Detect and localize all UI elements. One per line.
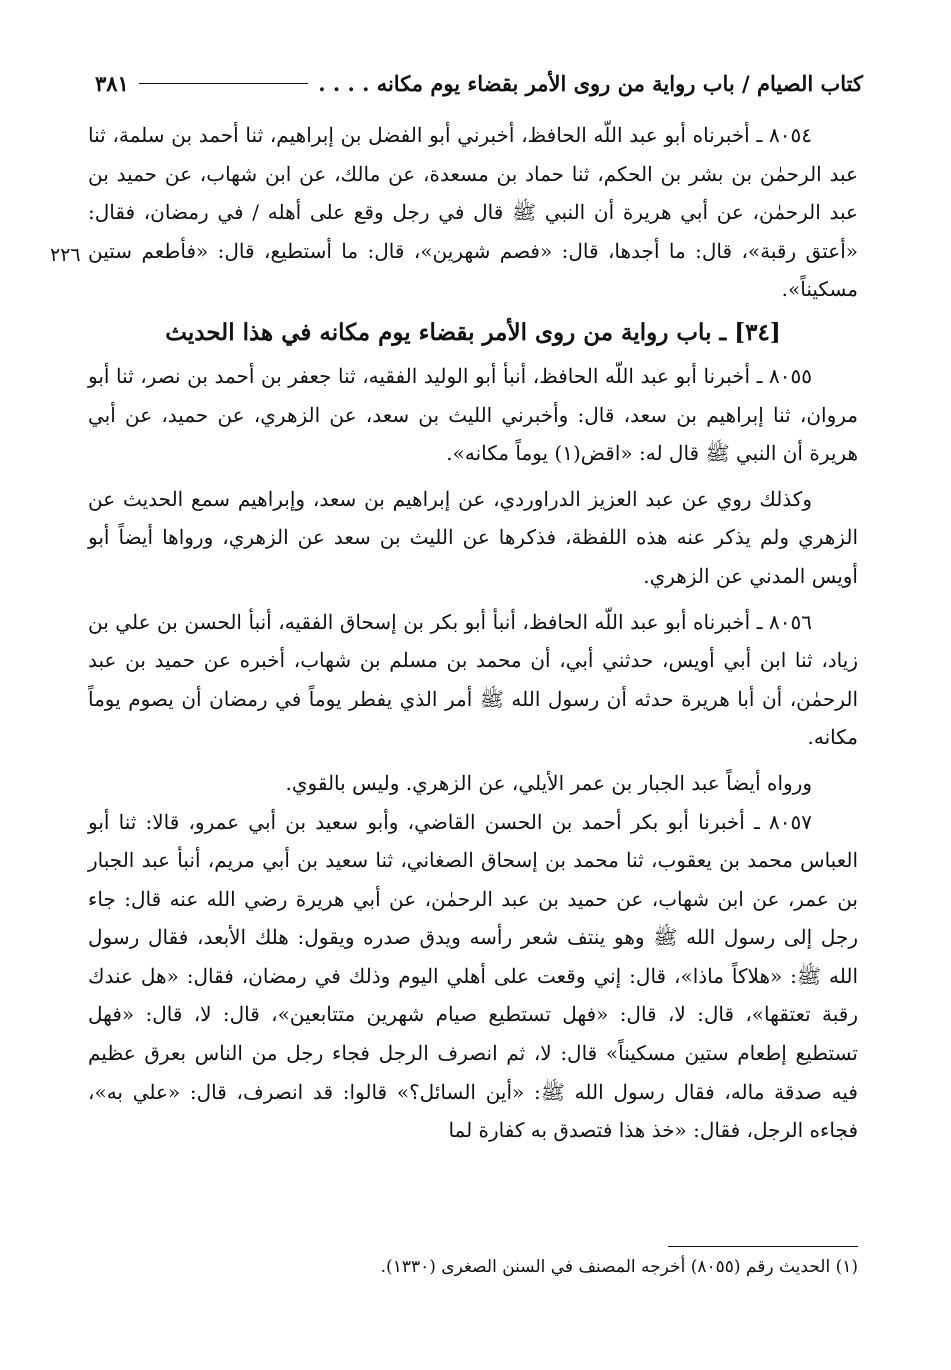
commentary-rawahu: ورواه أيضاً عبد الجبار بن عمر الأيلي، عن الزهري. وليس بالقوي. (285, 770, 812, 795)
page-header (95, 66, 863, 100)
header-rule (139, 83, 308, 84)
running-title: كتاب الصيام / باب رواية من روى الأمر بقضاء يوم مكانه . . . . (318, 70, 863, 96)
commentary-kadhalik: وكذلك روي عن عبد العزيز الدراوردي، عن إبراهيم بن سعد، وإبراهيم سمع الحديث عن الزهري ولم يذكر عنه هذه اللفظة، فذكرها عن الليث بن سعد عن الزهري، ورواها أيضاً أبو أويس المدني عن الزهري. (88, 486, 858, 588)
paragraph-gap (88, 596, 858, 603)
footnote: (١) الحديث رقم (٨٠٥٥) أخرجه المصنف في السنن الصغرى (١٣٣٠). (380, 1257, 858, 1277)
hadith-8057: ٨٠٥٧ ـ أخبرنا أبو بكر أحمد بن الحسن القاضي، وأبو سعيد بن أبي عمرو، قالا: ثنا أبو العباس محمد بن يعقوب، ثنا محمد بن إسحاق الصغاني، ثنا سعيد بن أبي مريم، أنبأ عبد الجبار بن عمر، عن ابن شهاب، عن حميد بن عبد الرحمٰن، عن أبي هريرة رضي الله عنه قال: جاء رجل إلى رسول الله ﷺ وهو ينتف شعر رأسه ويدق صدره ويقول: هلك الأبعد، فقال رسول الله ﷺ: «هلاكاً ماذا»، قال: إني وقعت على أهلي اليوم وذلك في رمضان، فقال: «هل عندك رقبة تعتقها»، قال: لا، قال: «فهل تستطيع صيام شهرين متتابعين»، قال: لا، قال: «فهل تستطيع إطعام ستين مسكيناً» قال: لا، ثم انصرف الرجل فجاء رجل من الناس بعرق عظيم فيه صدقة ماله، فقال رسول الله ﷺ: «أين السائل؟» قالوا: قد انصرف، قال: «علي به»، فجاءه الرجل، فقال: «خذ هذا فتصدق به كفارة لما (88, 809, 858, 1143)
margin-page-reference: ٢٢٦ (50, 244, 81, 266)
paragraph-gap (88, 473, 858, 480)
page-number: ٣٨١ (95, 70, 129, 96)
hadith-8056: ٨٠٥٦ ـ أخبرناه أبو عبد اللّه الحافظ، أنبأ أبو بكر بن إسحاق الفقيه، أنبأ الحسن بن علي بن زياد، ثنا ابن أبي أويس، حدثني أبي، أن محمد بن مسلم بن شهاب، أخبره عن حميد بن عبد الرحمٰن، أن أبا هريرة حدثه أن رسول الله ﷺ أمر الذي يفطر يوماً في رمضان أن يصوم يوماً مكانه. (88, 609, 858, 750)
hadith-8054: ٨٠٥٤ ـ أخبرناه أبو عبد اللّه الحافظ، أخبرني أبو الفضل بن إبراهيم، ثنا أحمد بن سلمة، ثنا عبد الرحمٰن بن بشر بن الحكم، ثنا حماد بن مسعدة، عن مالك، عن ابن شهاب، عن حميد بن عبد الرحمٰن، عن أبي هريرة أن النبي ﷺ قال في رجل وقع على أهله / في رمضان، فقال: «أعتق رقبة»، قال: ما أجدها، قال: «فصم شهرين»، قال: ما أستطيع، قال: «فأطعم ستين مسكيناً». (88, 123, 859, 302)
chapter-heading: [٣٤] ـ باب رواية من روى الأمر بقضاء يوم مكانه في هذا الحديث (165, 318, 781, 346)
main-text (88, 116, 858, 1150)
paragraph-gap (88, 757, 858, 764)
footnote-rule (668, 1246, 858, 1247)
hadith-8055: ٨٠٥٥ ـ أخبرنا أبو عبد اللّه الحافظ، أنبأ أبو الوليد الفقيه، ثنا جعفر بن أحمد بن نصر، ثنا أبو مروان، ثنا إبراهيم بن سعد، قال: وأخبرني الليث بن سعد، عن الزهري، عن حميد، عن أبي هريرة أن النبي ﷺ قال له: «اقض(١) يوماً مكانه». (88, 363, 858, 466)
